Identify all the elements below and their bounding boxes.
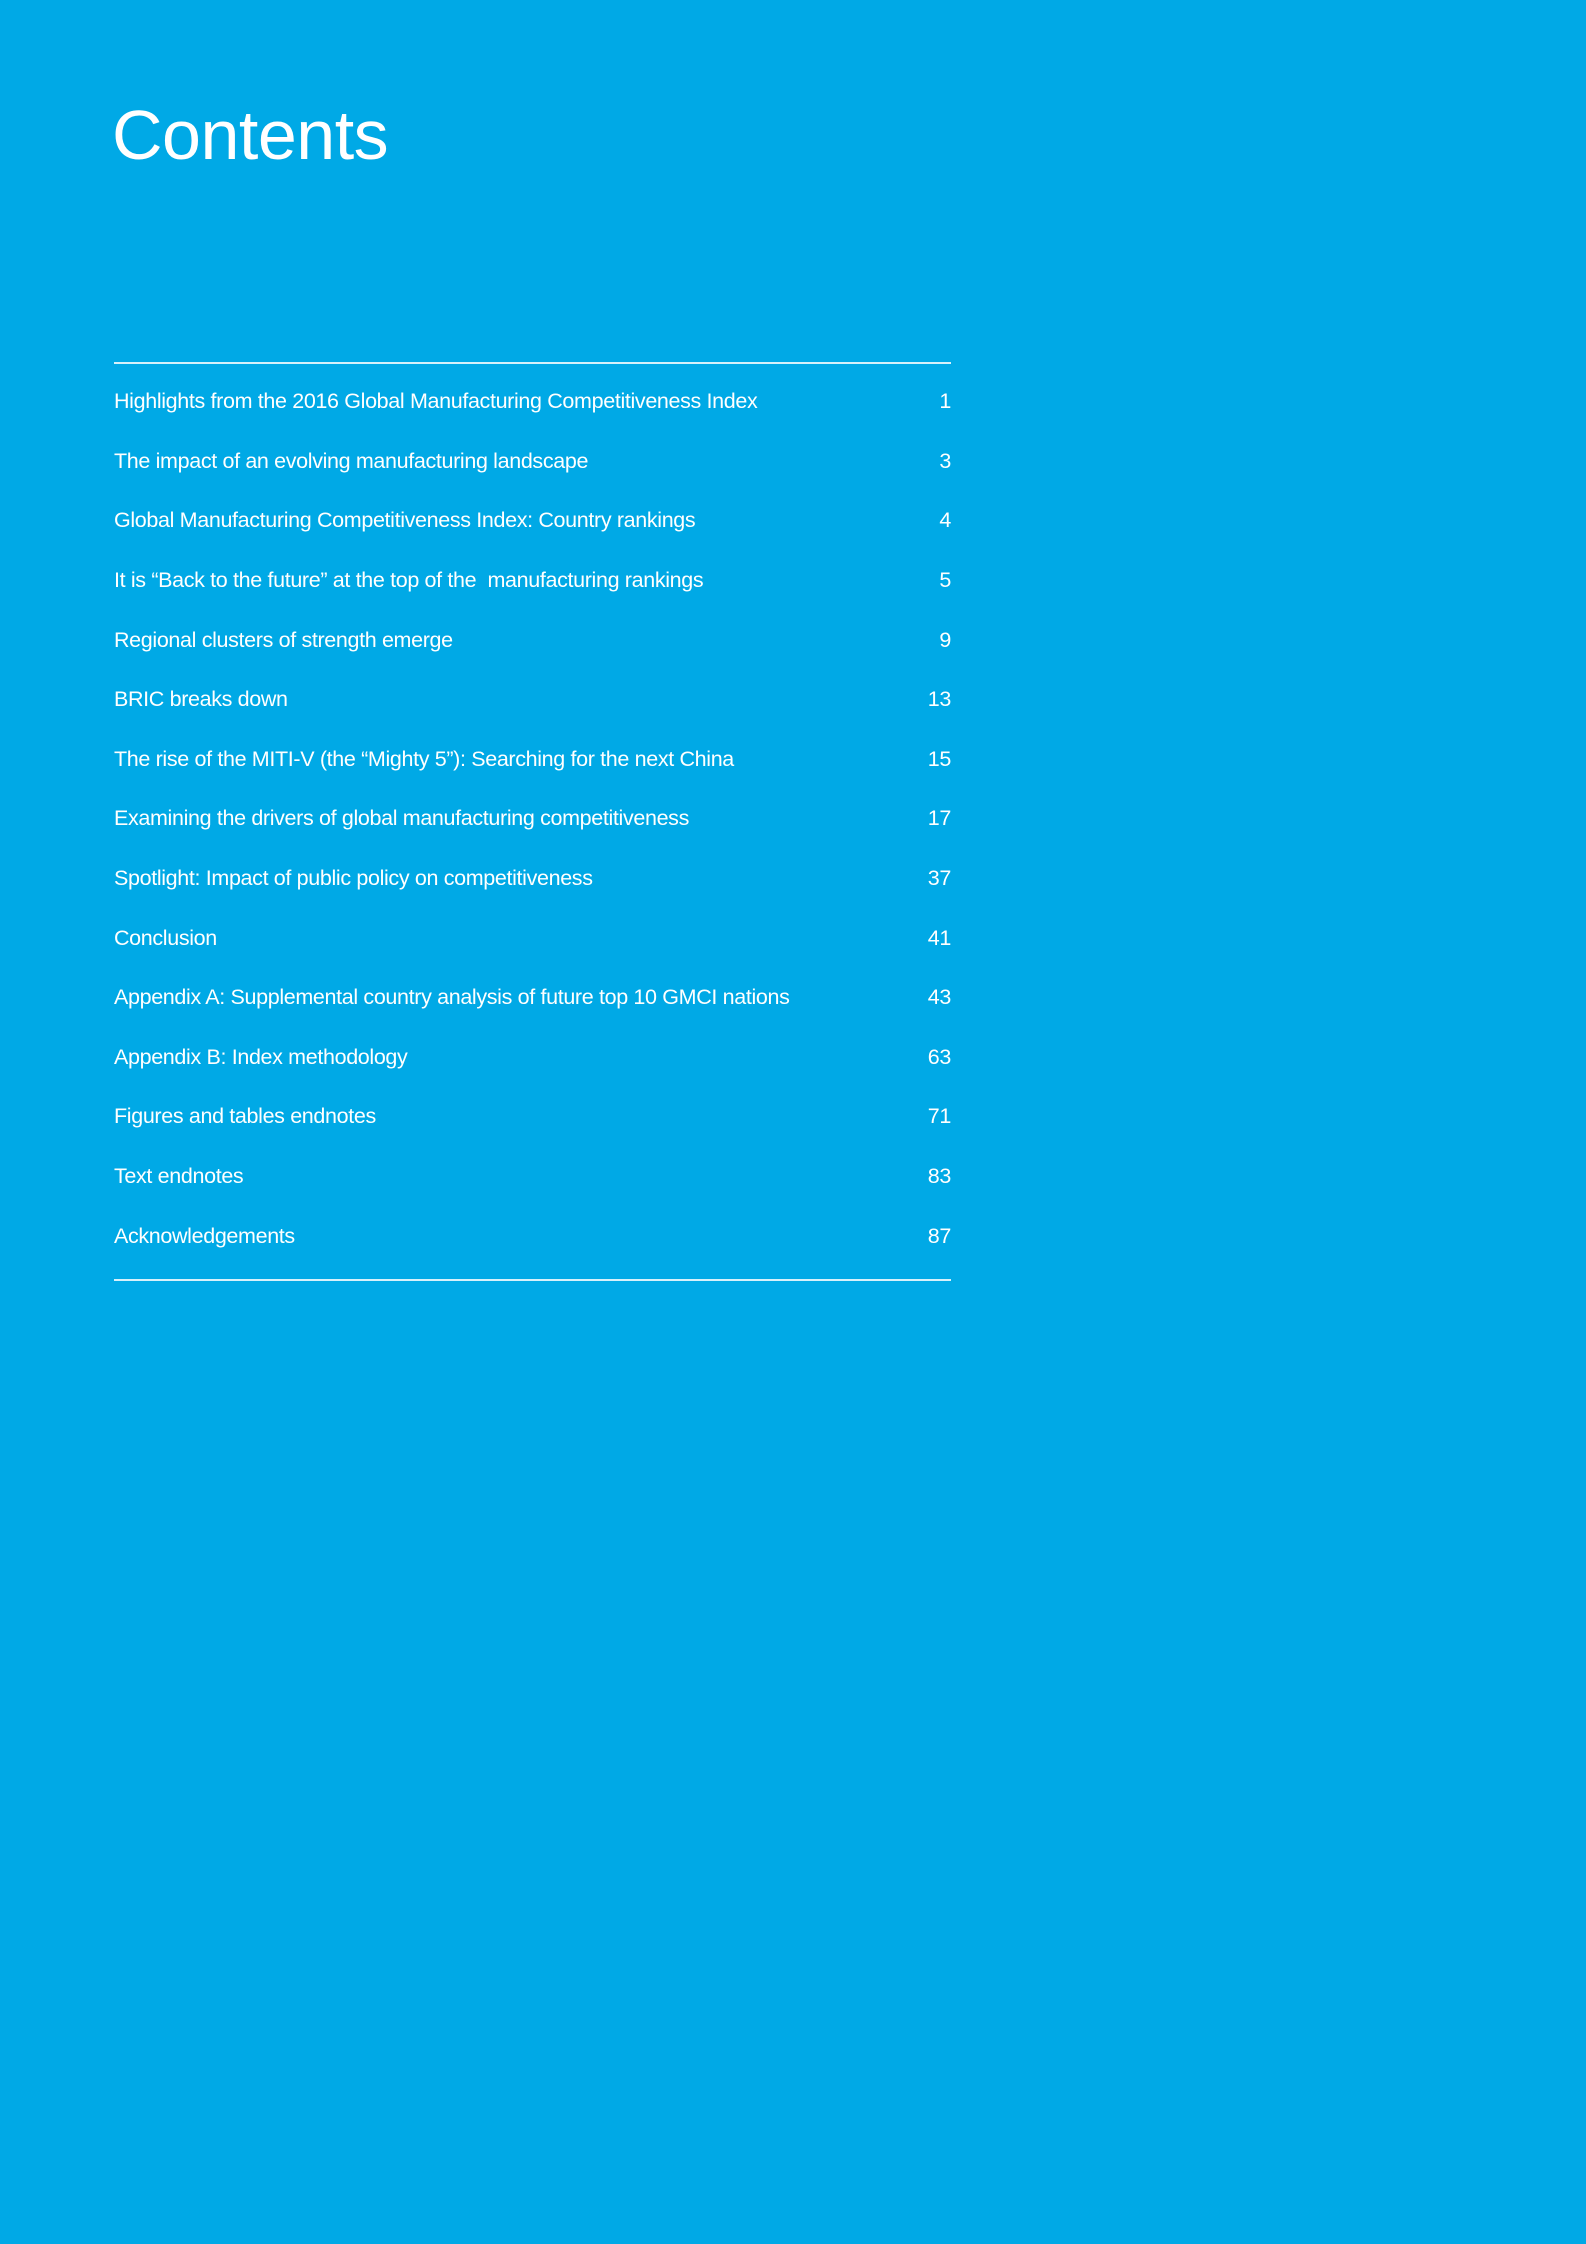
toc-entry[interactable] <box>114 730 951 790</box>
toc-entry[interactable] <box>114 670 951 730</box>
toc-entry[interactable] <box>114 789 951 849</box>
toc-entry[interactable] <box>114 432 951 492</box>
toc-entry-page: 1 <box>939 389 951 414</box>
toc-entry-page: 13 <box>927 687 951 712</box>
toc-entry[interactable] <box>114 551 951 611</box>
toc-entry-label: Spotlight: Impact of public policy on competitiveness <box>114 866 593 891</box>
toc-entry-label: It is “Back to the future” at the top of the manufacturing rankings <box>114 568 704 593</box>
toc-entry-label: Global Manufacturing Competitiveness Index: Country rankings <box>114 508 696 533</box>
toc-entry[interactable] <box>114 372 951 432</box>
page-title: Contents <box>112 96 389 174</box>
toc-entry-page: 37 <box>927 866 951 891</box>
toc-entry-label: Regional clusters of strength emerge <box>114 627 453 652</box>
toc-entry[interactable] <box>114 491 951 551</box>
toc-entry-label: The rise of the MITI-V (the “Mighty 5”): Searching for the next China <box>114 746 734 771</box>
toc-entry-page: 4 <box>939 508 951 533</box>
toc-entry-page: 17 <box>927 806 951 831</box>
toc-entry-label: Conclusion <box>114 925 217 950</box>
toc-entry[interactable] <box>114 849 951 909</box>
toc-entry-label: Acknowledgements <box>114 1223 295 1248</box>
toc-entry-page: 63 <box>927 1044 951 1069</box>
toc-entry-page: 41 <box>927 925 951 950</box>
toc-entry-label: Text endnotes <box>114 1164 244 1189</box>
table-of-contents <box>114 362 951 1281</box>
toc-entry-label: Appendix A: Supplemental country analysis of future top 10 GMCI nations <box>114 985 790 1010</box>
toc-entry[interactable] <box>114 1147 951 1207</box>
toc-entry[interactable] <box>114 1087 951 1147</box>
toc-entry-page: 71 <box>927 1104 951 1129</box>
toc-entry-label: Examining the drivers of global manufacturing competitiveness <box>114 806 689 831</box>
toc-entry-page: 15 <box>927 746 951 771</box>
toc-entry-label: Highlights from the 2016 Global Manufacturing Competitiveness Index <box>114 389 758 414</box>
toc-entry[interactable] <box>114 908 951 968</box>
toc-entry-label: Appendix B: Index methodology <box>114 1044 408 1069</box>
toc-entry-page: 3 <box>939 448 951 473</box>
toc-entry-page: 43 <box>927 985 951 1010</box>
toc-entry-label: BRIC breaks down <box>114 687 288 712</box>
toc-entry[interactable] <box>114 968 951 1028</box>
toc-entry-label: The impact of an evolving manufacturing landscape <box>114 448 589 473</box>
toc-entry-page: 9 <box>939 627 951 652</box>
toc-entry-page: 5 <box>939 568 951 593</box>
toc-entry-page: 83 <box>927 1164 951 1189</box>
toc-entry[interactable] <box>114 1028 951 1088</box>
toc-entry[interactable] <box>114 1206 951 1266</box>
toc-entry-label: Figures and tables endnotes <box>114 1104 376 1129</box>
toc-entry-page: 87 <box>927 1223 951 1248</box>
toc-entry[interactable] <box>114 610 951 670</box>
